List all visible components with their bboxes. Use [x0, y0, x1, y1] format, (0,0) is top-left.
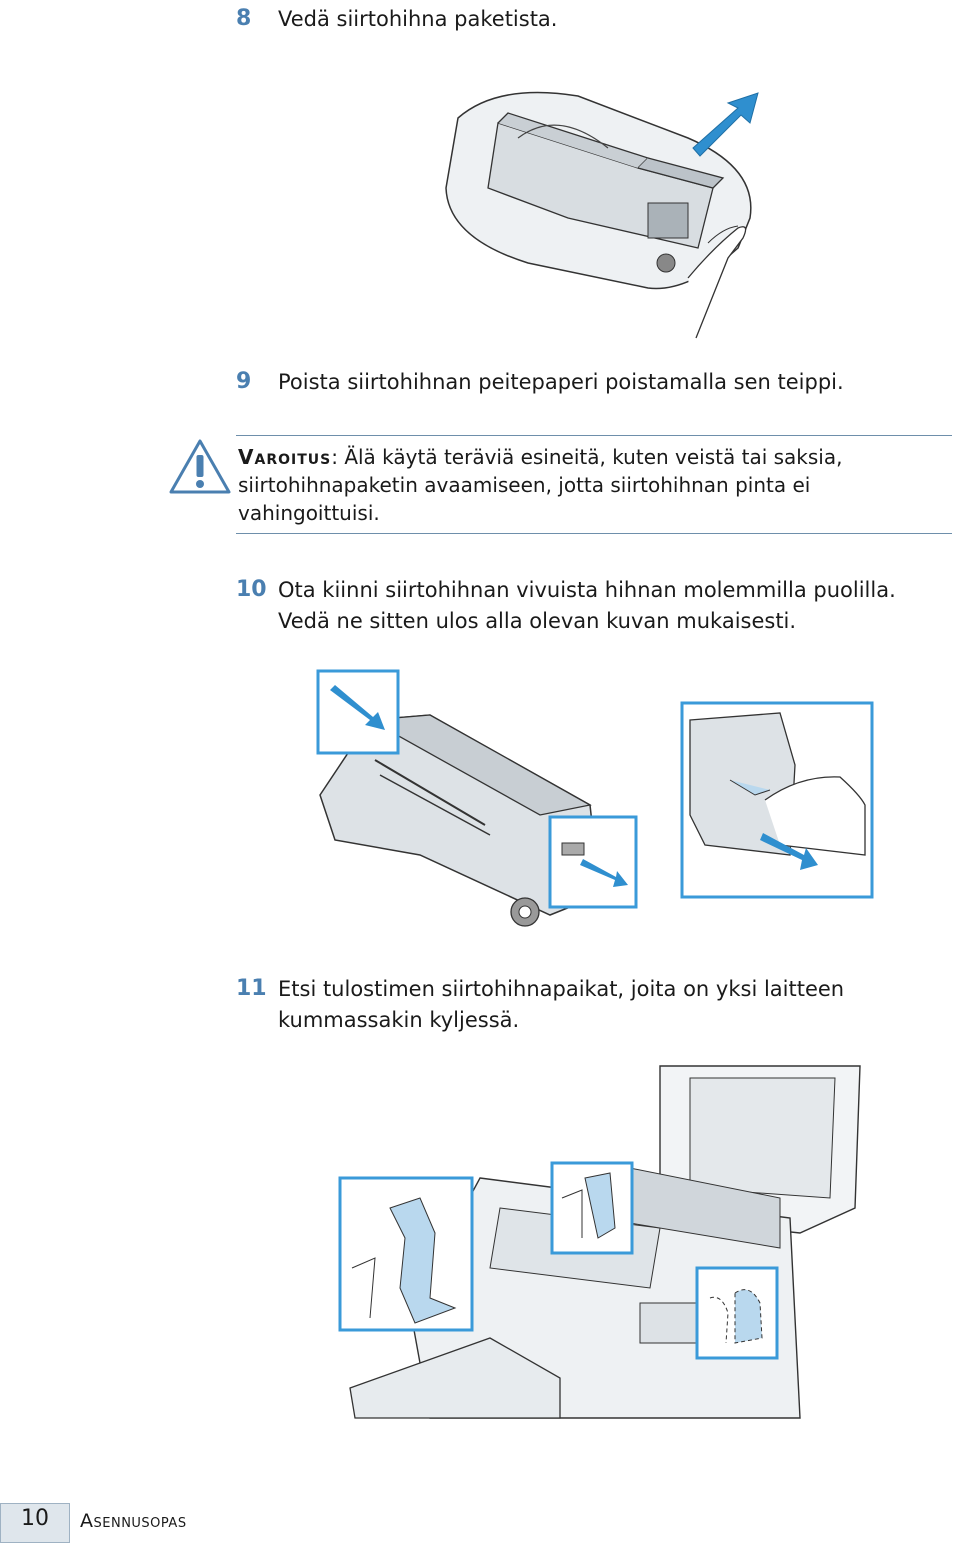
- warning-bottom-rule: [236, 533, 952, 534]
- figure-belt-in-bag: [438, 78, 768, 343]
- step-10-number: 10: [236, 577, 267, 602]
- step-10-line-1: Ota kiinni siirtohihnan vivuista hihnan molemmilla puolilla.: [278, 578, 896, 602]
- step-9-number: 9: [236, 369, 252, 394]
- step-11-number: 11: [236, 976, 267, 1001]
- step-10-line-2: Vedä ne sitten ulos alla olevan kuvan mukaisesti.: [278, 609, 797, 633]
- footer-section-title: Asennusopas: [80, 1510, 187, 1532]
- warning-triangle-icon: [168, 438, 232, 496]
- step-8-text: Vedä siirtohihna paketista.: [278, 7, 558, 31]
- step-8-number: 8: [236, 6, 252, 31]
- step-11-line-2: kummassakin kyljessä.: [278, 1008, 520, 1032]
- figure-printer-slots: [330, 1058, 870, 1428]
- step-9-text: Poista siirtohihnan peitepaperi poistamalla sen teippi.: [278, 370, 844, 394]
- warning-text: [238, 443, 950, 527]
- warning-label: Varoitus: [238, 445, 332, 469]
- step-11-line-1: Etsi tulostimen siirtohihnapaikat, joita on yksi laitteen: [278, 977, 845, 1001]
- warning-body: : Älä käytä teräviä esineitä, kuten veistä tai saksia, siirtohihnapaketin avaamiseen, jotta siirtohihnan pinta ei vahingoittuisi.: [238, 445, 843, 525]
- warning-top-rule: [236, 435, 952, 436]
- figure-belt-levers: [310, 665, 880, 945]
- footer-page-number: 10: [21, 1506, 49, 1531]
